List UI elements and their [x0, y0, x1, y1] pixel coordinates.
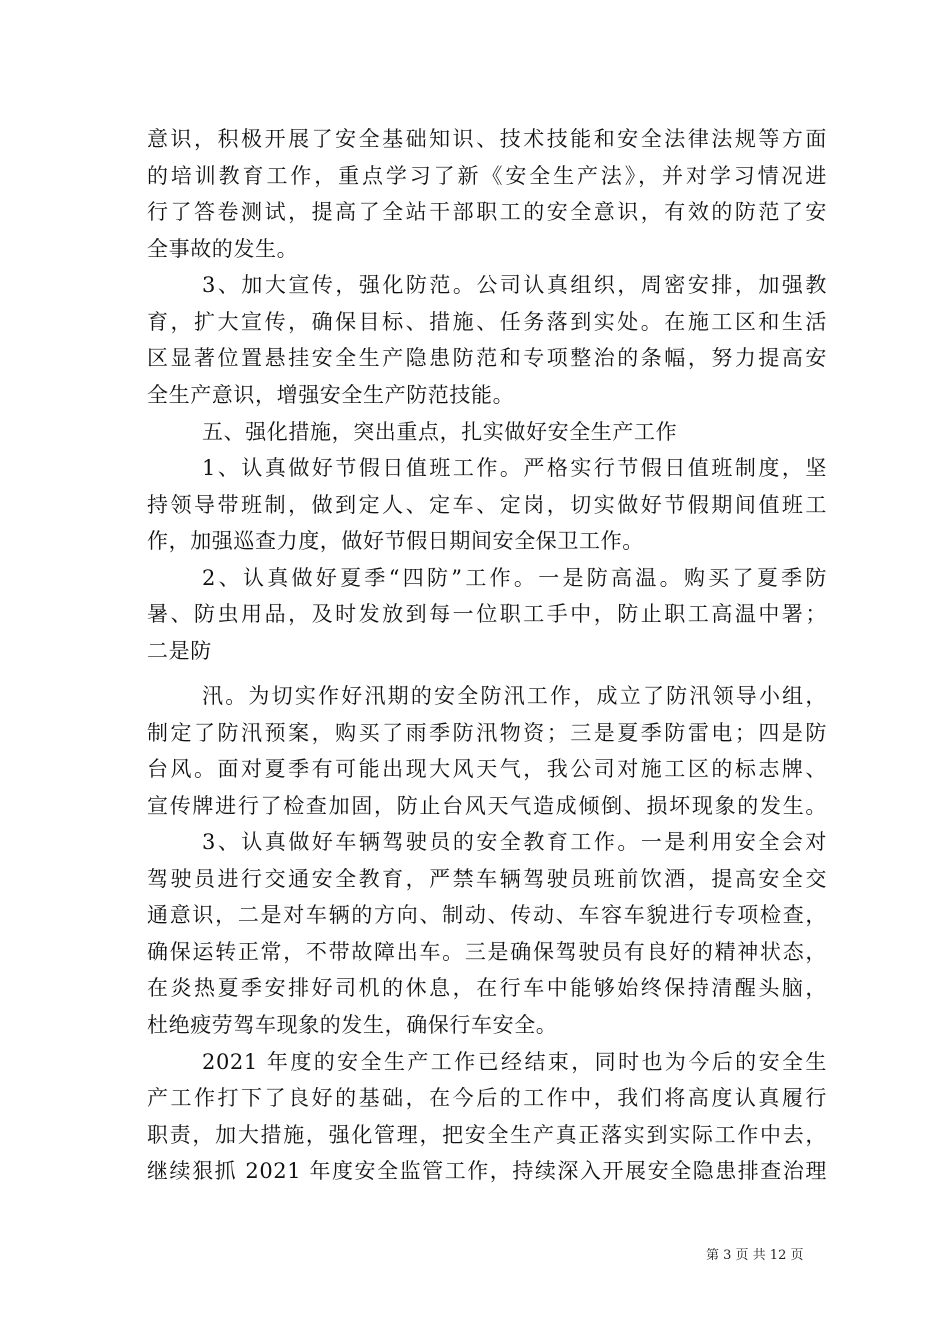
body-text-line: 的培训教育工作，重点学习了新《安全生产法》，并对学习情况进 [147, 164, 827, 188]
body-text-line: 宣传牌进行了检查加固，防止台风天气造成倾倒、损坏现象的发生。 [147, 794, 827, 818]
body-text-line: 确保运转正常，不带故障出车。三是确保驾驶员有良好的精神状态， [147, 940, 827, 964]
body-text-line: 持领导带班制，做到定人、定车、定岗，切实做好节假期间值班工 [147, 493, 827, 517]
body-text-line: 继续狠抓 2021 年度安全监管工作，持续深入开展安全隐患排查治理 [147, 1159, 827, 1183]
body-text-line: 全生产意识，增强安全生产防范技能。 [147, 383, 515, 407]
body-text-line: 育，扩大宣传，确保目标、措施、任务落到实处。在施工区和生活 [147, 310, 827, 334]
body-text-line: 制定了防汛预案，购买了雨季防汛物资；三是夏季防雷电；四是防 [147, 721, 827, 745]
section-heading: 五、强化措施，突出重点，扎实做好安全生产工作 [202, 420, 678, 444]
paragraph-first-line: 2021 年度的安全生产工作已经结束，同时也为今后的安全生 [202, 1050, 827, 1074]
body-text-line: 暑、防虫用品，及时发放到每一位职工手中，防止职工高温中署； [147, 602, 827, 626]
body-text-line: 行了答卷测试，提高了全站干部职工的安全意识，有效的防范了安 [147, 200, 827, 224]
body-text-line: 杜绝疲劳驾车现象的发生，确保行车安全。 [147, 1013, 558, 1037]
paragraph-first-line: 2、认真做好夏季“四防”工作。一是防高温。购买了夏季防 [202, 566, 827, 590]
body-text-line: 在炎热夏季安排好司机的休息，在行车中能够始终保持清醒头脑， [147, 976, 827, 1000]
body-text-line: 职责，加大措施，强化管理，把安全生产真正落实到实际工作中去， [147, 1123, 827, 1147]
paragraph-first-line: 1、认真做好节假日值班工作。严格实行节假日值班制度，坚 [202, 456, 827, 480]
page-number-footer: 第 3 页 共 12 页 [706, 1248, 804, 1263]
paragraph-first-line: 汛。为切实作好汛期的安全防汛工作，成立了防汛领导小组， [202, 684, 827, 708]
body-text-line: 二是防 [147, 639, 212, 663]
body-text-line: 通意识，二是对车辆的方向、制动、传动、车容车貌进行专项检查， [147, 903, 827, 927]
paragraph-first-line: 3、加大宣传，强化防范。公司认真组织，周密安排，加强教 [202, 273, 827, 297]
body-text-line: 全事故的发生。 [147, 237, 299, 261]
body-text-line: 区显著位置悬挂安全生产隐患防范和专项整治的条幅，努力提高安 [147, 346, 827, 370]
body-text-line: 意识，积极开展了安全基础知识、技术技能和安全法律法规等方面 [147, 127, 827, 151]
paragraph-first-line: 3、认真做好车辆驾驶员的安全教育工作。一是利用安全会对 [202, 830, 827, 854]
body-text-line: 产工作打下了良好的基础，在今后的工作中，我们将高度认真履行 [147, 1086, 827, 1110]
body-text-line: 台风。面对夏季有可能出现大风天气，我公司对施工区的标志牌、 [147, 757, 827, 781]
body-text-line: 作，加强巡查力度，做好节假日期间安全保卫工作。 [147, 529, 644, 553]
body-text-line: 驾驶员进行交通安全教育，严禁车辆驾驶员班前饮酒，提高安全交 [147, 867, 827, 891]
